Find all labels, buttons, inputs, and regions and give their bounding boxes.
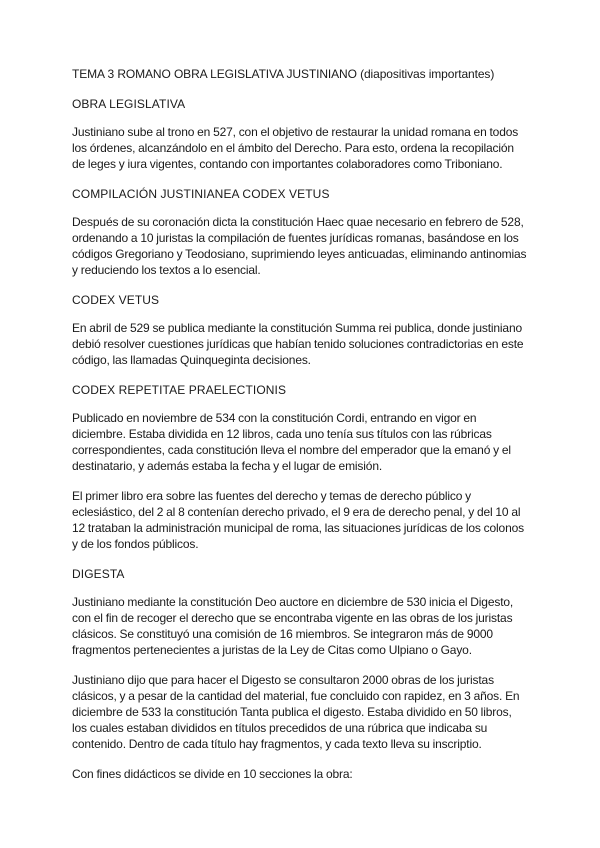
section-heading-obra-legislativa: OBRA LEGISLATIVA [72, 97, 186, 111]
section-heading-compilacion: COMPILACIÓN JUSTINIANEA CODEX VETUS [72, 187, 330, 201]
section-heading-codex-repetitae: CODEX REPETITAE PRAELECTIONIS [72, 383, 287, 397]
section-heading-digesta: DIGESTA [72, 567, 125, 581]
paragraph: Después de su coronación dicta la constitución Haec quae necesario en febrero de 528, ordenando a 10 juristas la compilación de fuentes jurídicas romanas, basándose en los códigos Gregoriano y Teodosiano, suprimiendo leyes anticuadas, eliminando antinomias y reduciendo los textos a lo esencial. [72, 215, 527, 277]
paragraph: En abril de 529 se publica mediante la constitución Summa rei publica, donde justiniano debió resolver cuestiones jurídicas que habían tenido soluciones contradictorias en este código, las llamadas Quinqueginta decisiones. [72, 321, 524, 367]
document-page [72, 66, 528, 796]
paragraph: Justiniano mediante la constitución Deo auctore en diciembre de 530 inicia el Digesto, con el fin de recoger el derecho que se encontraba vigente en las obras de los juristas clásicos. Se constituyó una comisión de 16 miembros. Se integraron más de 9000 fragmentos pertenecientes a juristas de la Ley de Citas como Ulpiano o Gayo. [72, 595, 514, 657]
paragraph: Publicado en noviembre de 534 con la constitución Cordi, entrando en vigor en diciembre. Estaba dividida en 12 libros, cada uno tenía sus títulos con las rúbricas correspondientes, cada constitución lleva el nombre del emperador que la emanó y el destinatario, y además estaba la fecha y el lugar de emisión. [72, 411, 511, 473]
paragraph: Justiniano dijo que para hacer el Digesto se consultaron 2000 obras de los juristas clásicos, y a pesar de la cantidad del material, fue concluido con rapidez, en 3 años. En diciembre de 533 la constitución Tanta publica el digesto. Estaba dividido en 50 libros, los cuales estaban divididos en títulos precedidos de una rúbrica que indicaba su contenido. Dentro de cada título hay fragmentos, y cada texto lleva su inscriptio. [72, 673, 520, 751]
document-title: TEMA 3 ROMANO OBRA LEGISLATIVA JUSTINIANO (diapositivas importantes) [72, 67, 495, 81]
paragraph: El primer libro era sobre las fuentes del derecho y temas de derecho público y eclesiástico, del 2 al 8 contenían derecho privado, el 9 era de derecho penal, y del 10 al 12 trataban la administración municipal de roma, las situaciones jurídicas de los colonos y de los fondos públicos. [72, 489, 524, 551]
section-heading-codex-vetus: CODEX VETUS [72, 293, 160, 307]
paragraph: Justiniano sube al trono en 527, con el objetivo de restaurar la unidad romana en todos los órdenes, alcanzándolo en el ámbito del Derecho. Para esto, ordena la recopilación de leges y iura vigentes, contando con importantes colaboradores como Triboniano. [72, 125, 519, 171]
paragraph: Con fines didácticos se divide en 10 secciones la obra: [72, 767, 353, 781]
